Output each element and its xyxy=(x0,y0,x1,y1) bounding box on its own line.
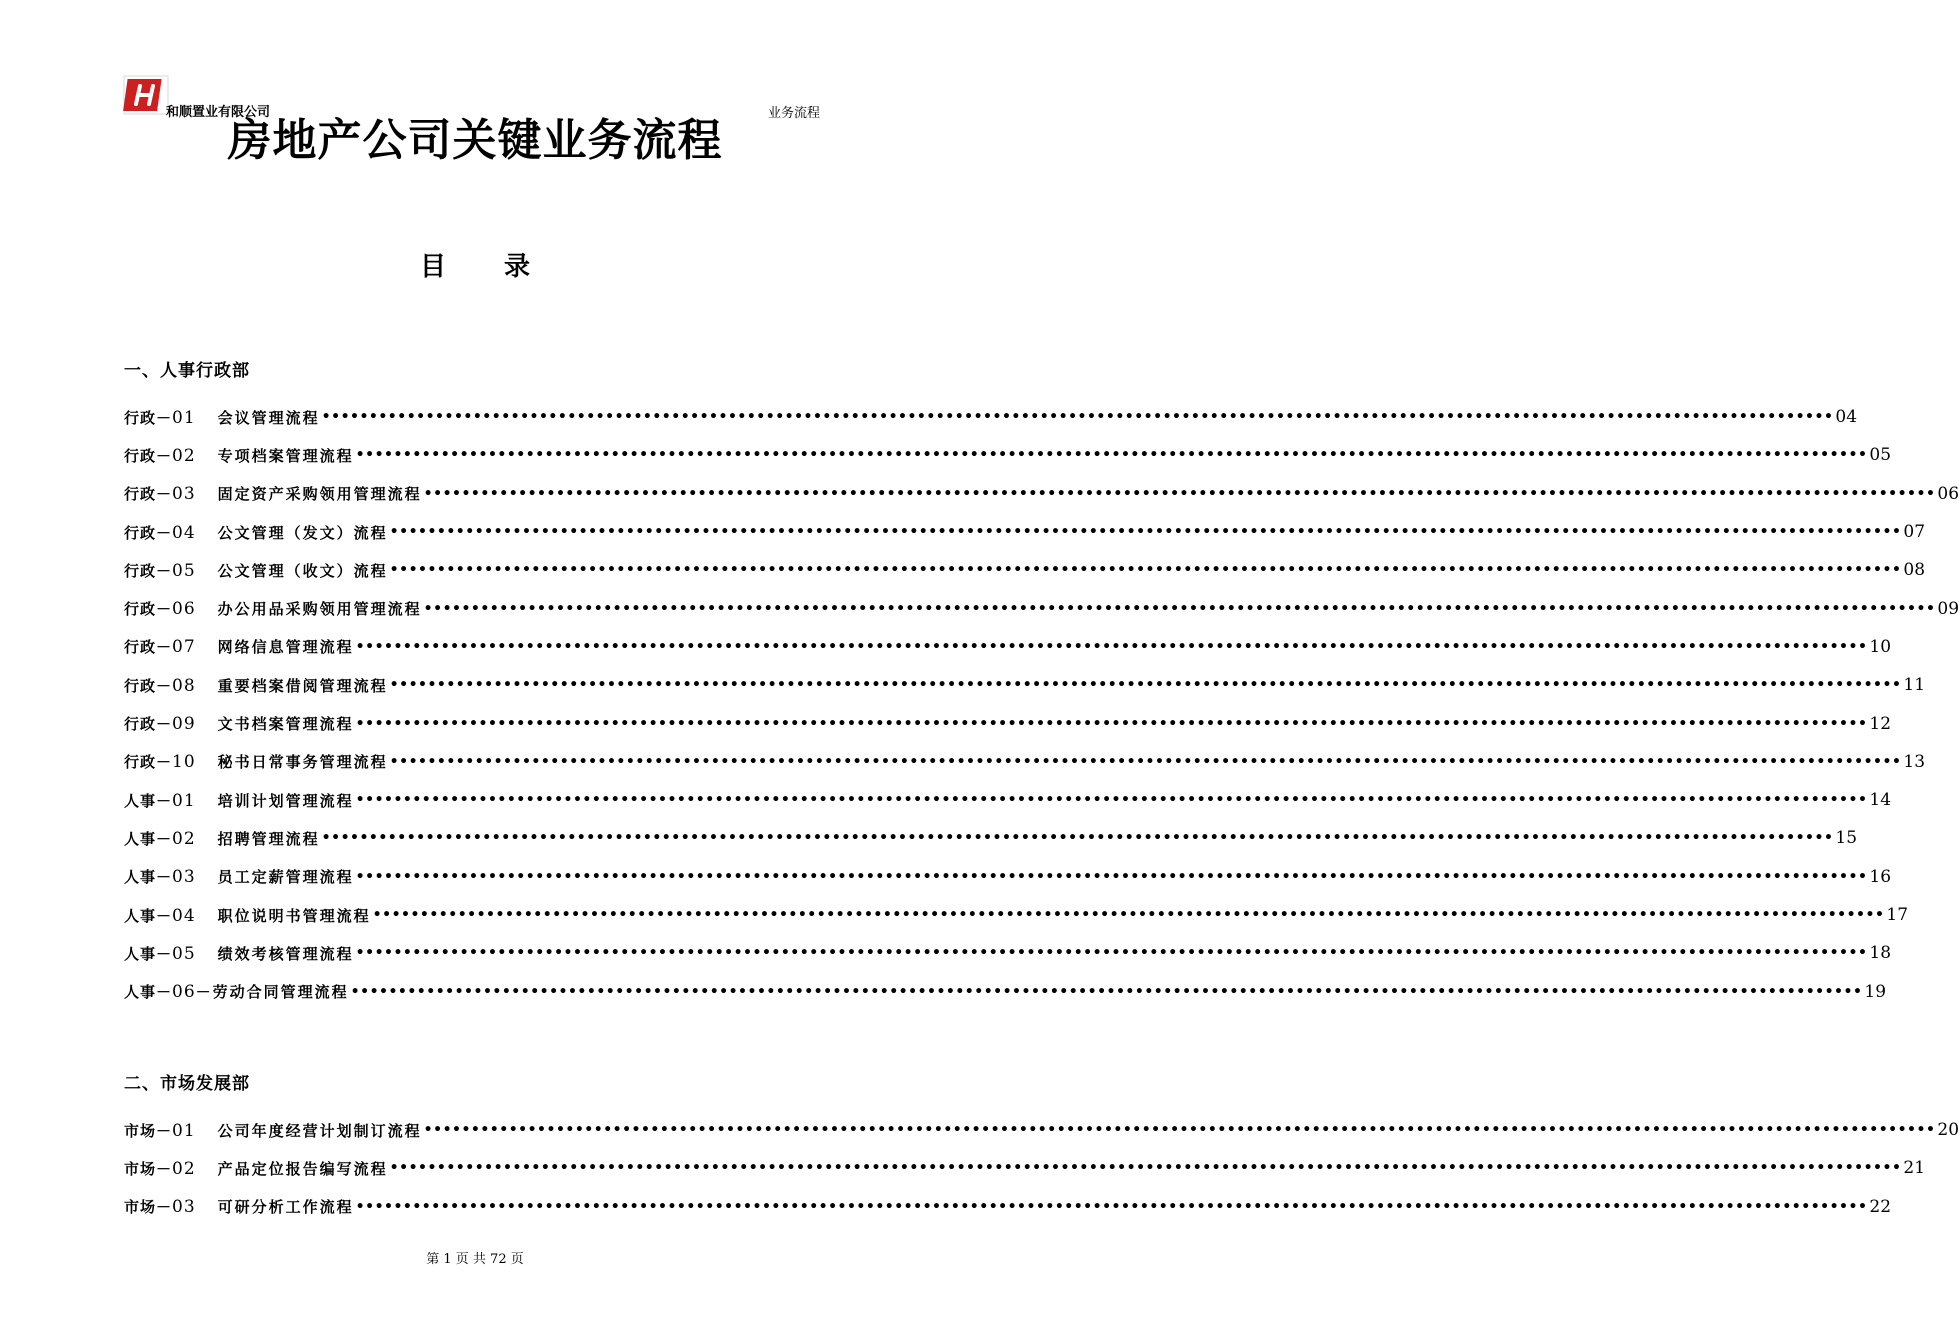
toc-entry-page-number: 17 xyxy=(1886,905,1909,925)
document-title: 房地产公司关键业务流程 xyxy=(227,115,723,166)
toc-entry-code-prefix: 行政－ xyxy=(124,523,173,542)
toc-entry-title: 固定资产采购领用管理流程 xyxy=(217,485,422,504)
toc-entry-code-number: 02 xyxy=(172,445,196,466)
toc-entry-code xyxy=(124,675,196,696)
toc-entry-code-prefix: 行政－ xyxy=(124,600,173,619)
toc-entry-code-prefix: 行政－ xyxy=(124,753,173,772)
toc-entry-title: 公司年度经营计划制订流程 xyxy=(217,1121,422,1140)
toc-entry-title: 可研分析工作流程 xyxy=(217,1198,354,1217)
toc-entry-page-number: 06 xyxy=(1937,483,1959,504)
toc-entry-code-prefix: 行政－ xyxy=(124,485,173,504)
toc-entry-code xyxy=(124,981,196,1002)
toc-entry-leader: •••••••••••••••••••••••••••••••••••••••••••••••••••••••••••••••••••••••••••••••••••••••••••••••••••••••••••••••••••••••••••••••••••••••••••••••••••••••••••••••• xyxy=(355,715,1868,732)
toc-entry-title: 公文管理（收文）流程 xyxy=(217,561,388,580)
toc-entry-code-prefix: 人事－ xyxy=(124,983,173,1002)
toc-entry-code-number: 01 xyxy=(172,790,196,811)
toc-entry-page-number: 22 xyxy=(1869,1196,1892,1217)
toc-entry-code-number: 03 xyxy=(172,1197,196,1218)
company-name: 和顺置业有限公司 xyxy=(166,105,271,120)
toc-entry-page-number: 20 xyxy=(1937,1120,1959,1141)
toc-entry-page-number: 13 xyxy=(1903,751,1926,772)
toc-entry-code xyxy=(124,1158,196,1179)
toc-heading xyxy=(0,246,950,283)
toc-entry-leader: •••••••••••••••••••••••••••••••••••••••••••••••••••••••••••••••••••••••••••••••••••••••••••••••••••••••••••••••••••••••••••••••••••••••••••••••••••••••••••••••• xyxy=(355,1198,1868,1215)
toc-entry-code-prefix: 市场－ xyxy=(124,1198,173,1217)
toc-entry-leader: •••••••••••••••••••••••••••••••••••••••••••••••••••••••••••••••••••••••••••••••••••••••••••••••••••••••••••••••••••••••••••••••••••••••••••••••••••••••••••••••• xyxy=(321,409,1834,426)
toc-entry-code xyxy=(124,943,196,964)
toc-entry-title: 秘书日常事务管理流程 xyxy=(217,753,388,772)
toc-heading-char-1: 目 xyxy=(419,252,446,282)
toc-entry-title: 产品定位报告编写流程 xyxy=(217,1159,388,1178)
toc-entry-code xyxy=(124,560,196,581)
toc-entry-code-prefix: 人事－ xyxy=(124,944,173,963)
toc-list-market xyxy=(124,1111,1959,1226)
toc-entry-page-number: 12 xyxy=(1869,713,1892,734)
toc-entry[interactable] xyxy=(124,551,1926,589)
toc-entry-code-number: 04 xyxy=(172,522,196,543)
section-heading-market: 二、市场发展部 xyxy=(124,1074,250,1094)
toc-entry[interactable] xyxy=(124,1111,1959,1149)
toc-entry-code-prefix: 人事－ xyxy=(124,829,173,848)
toc-entry-code xyxy=(124,790,196,811)
toc-entry-code-number: 02 xyxy=(172,1158,196,1179)
toc-entry-leader: •••••••••••••••••••••••••••••••••••••••••••••••••••••••••••••••••••••••••••••••••••••••••••••••••••••••••••••••••••••••••••••••••••••••••••••••••••••••••••••••• xyxy=(355,945,1868,962)
toc-entry-page-number: 07 xyxy=(1903,522,1926,543)
toc-entry-page-number: 14 xyxy=(1869,790,1892,811)
toc-entry-code-number: 02 xyxy=(172,828,196,849)
toc-entry-code-number: 01 xyxy=(172,1120,196,1141)
toc-entry-code-prefix: 行政－ xyxy=(124,408,173,427)
toc-entry[interactable] xyxy=(124,436,1892,474)
toc-entry-code-number: 09 xyxy=(172,714,196,735)
toc-entry-code-number: 08 xyxy=(172,675,196,696)
toc-entry-leader: •••••••••••••••••••••••••••••••••••••••••••••••••••••••••••••••••••••••••••••••••••••••••••••••••••••••••••••••••••••••••••••••••••••••••••••••••••••••••••••••• xyxy=(389,1160,1902,1177)
toc-entry-code-number: 06 xyxy=(172,599,196,620)
toc-entry-leader: •••••••••••••••••••••••••••••••••••••••••••••••••••••••••••••••••••••••••••••••••••••••••••••••••••••••••••••••••••••••••••••••••••••••••••••••••••••••••••••••• xyxy=(423,1122,1936,1139)
toc-entry-code xyxy=(124,713,196,734)
toc-entry[interactable] xyxy=(124,1188,1892,1226)
toc-list-admin xyxy=(124,398,1959,1011)
toc-entry-code-prefix: 人事－ xyxy=(124,791,173,810)
toc-entry-code-number: 05 xyxy=(172,560,196,581)
toc-entry-code-prefix: 行政－ xyxy=(124,638,173,657)
toc-entry[interactable] xyxy=(124,896,1909,934)
toc-entry-page-number: 19 xyxy=(1864,981,1887,1002)
toc-entry[interactable] xyxy=(124,666,1926,704)
toc-entry-code xyxy=(124,828,196,849)
toc-entry[interactable] xyxy=(124,398,1858,436)
toc-entry-code-prefix: 市场－ xyxy=(124,1121,173,1140)
toc-entry-title: 公文管理（发文）流程 xyxy=(217,523,388,542)
toc-entry-code-number: 06 xyxy=(172,982,196,1003)
toc-entry-title: 重要档案借阅管理流程 xyxy=(217,676,388,695)
toc-entry[interactable] xyxy=(124,589,1959,627)
toc-entry[interactable] xyxy=(124,513,1926,551)
toc-entry-code-number: 04 xyxy=(172,905,196,926)
toc-entry-code xyxy=(124,522,196,543)
toc-entry-page-number: 16 xyxy=(1869,866,1892,887)
toc-entry-title: 招聘管理流程 xyxy=(217,829,320,848)
toc-entry-page-number: 10 xyxy=(1869,636,1892,657)
toc-entry-title: －劳动合同管理流程 xyxy=(195,983,349,1002)
toc-entry-title: 职位说明书管理流程 xyxy=(217,906,371,925)
toc-entry-title: 网络信息管理流程 xyxy=(217,638,354,657)
toc-entry-code-prefix: 行政－ xyxy=(124,676,173,695)
toc-entry-leader: •••••••••••••••••••••••••••••••••••••••••••••••••••••••••••••••••••••••••••••••••••••••••••••••••••••••••••••••••••••••••••••••••••••••••••••••••••••••••••••••• xyxy=(372,907,1885,923)
toc-entry-leader: •••••••••••••••••••••••••••••••••••••••••••••••••••••••••••••••••••••••••••••••••••••••••••••••••••••••••••••••••••••••••••••••••••••••••••••••••••••••••••••••• xyxy=(355,447,1868,464)
toc-entry-code xyxy=(124,598,196,619)
toc-entry[interactable] xyxy=(124,743,1926,781)
toc-entry-code-number: 03 xyxy=(172,867,196,888)
toc-heading-char-2: 录 xyxy=(504,252,531,282)
toc-entry[interactable] xyxy=(124,704,1892,742)
toc-entry-code-number: 07 xyxy=(172,637,196,658)
toc-entry-title: 员工定薪管理流程 xyxy=(217,868,354,887)
toc-entry-code xyxy=(124,445,196,466)
toc-entry-page-number: 21 xyxy=(1903,1158,1926,1179)
header-label: 业务流程 xyxy=(767,106,820,121)
page-footer: 第 1 页 共 72 页 xyxy=(426,1252,524,1267)
toc-entry-code xyxy=(124,866,196,887)
toc-entry-code xyxy=(124,407,196,428)
toc-entry-code-prefix: 市场－ xyxy=(124,1159,173,1178)
toc-entry-code-prefix: 人事－ xyxy=(124,906,173,925)
toc-entry-page-number: 05 xyxy=(1869,445,1892,466)
toc-entry[interactable] xyxy=(124,972,1887,1010)
toc-entry-code xyxy=(124,905,196,926)
toc-entry-title: 文书档案管理流程 xyxy=(217,715,354,734)
toc-entry-page-number: 15 xyxy=(1835,828,1858,849)
section-heading-admin: 一、人事行政部 xyxy=(124,361,250,381)
toc-entry-leader: •••••••••••••••••••••••••••••••••••••••••••••••••••••••••••••••••••••••••••••••••••••••••••••••••••••••••••••••••••••••••••••••••••••••••••••••••••••••••••••••• xyxy=(355,868,1868,885)
toc-entry-code-number: 05 xyxy=(172,943,196,964)
toc-entry-code xyxy=(124,483,196,504)
toc-entry[interactable] xyxy=(124,819,1858,857)
toc-entry-code xyxy=(124,1196,196,1217)
toc-entry[interactable] xyxy=(124,1149,1926,1187)
toc-entry-code xyxy=(124,751,196,772)
toc-entry-code-number: 01 xyxy=(172,407,196,428)
toc-entry-code xyxy=(124,636,196,657)
toc-entry-leader: •••••••••••••••••••••••••••••••••••••••••••••••••••••••••••••••••••••••••••••••••••••••••••••••••••••••••••••••••••••••••••••••••••••••••••••••••••••••••••••••• xyxy=(350,983,1863,1000)
toc-entry[interactable] xyxy=(124,934,1892,972)
toc-entry[interactable] xyxy=(124,628,1892,666)
toc-entry-page-number: 08 xyxy=(1903,560,1926,581)
toc-entry-code xyxy=(124,1120,196,1141)
toc-entry-leader: •••••••••••••••••••••••••••••••••••••••••••••••••••••••••••••••••••••••••••••••••••••••••••••••••••••••••••••••••••••••••••••••••••••••••••••••••••••••••••••••• xyxy=(389,677,1902,694)
toc-entry-page-number: 11 xyxy=(1903,675,1926,696)
toc-entry-title: 绩效考核管理流程 xyxy=(217,944,354,963)
toc-entry-leader: •••••••••••••••••••••••••••••••••••••••••••••••••••••••••••••••••••••••••••••••••••••••••••••••••••••••••••••••••••••••••••••••••••••••••••••••••••••••••••••••• xyxy=(389,524,1902,541)
toc-entry-code-number: 10 xyxy=(172,752,196,773)
toc-entry-leader: •••••••••••••••••••••••••••••••••••••••••••••••••••••••••••••••••••••••••••••••••••••••••••••••••••••••••••••••••••••••••••••••••••••••••••••••••••••••••••••••• xyxy=(355,638,1868,655)
toc-entry-title: 办公用品采购领用管理流程 xyxy=(217,600,422,619)
toc-entry-leader: •••••••••••••••••••••••••••••••••••••••••••••••••••••••••••••••••••••••••••••••••••••••••••••••••••••••••••••••••••••••••••••••••••••••••••••••••••••••••••••••• xyxy=(423,485,1936,502)
toc-entry-code-prefix: 行政－ xyxy=(124,561,173,580)
toc-entry-code-number: 03 xyxy=(172,484,196,505)
toc-entry-title: 培训计划管理流程 xyxy=(217,791,354,810)
toc-entry[interactable] xyxy=(124,858,1892,896)
toc-entry[interactable] xyxy=(124,475,1959,513)
toc-entry-page-number: 18 xyxy=(1869,943,1892,964)
toc-entry-title: 专项档案管理流程 xyxy=(217,446,354,465)
toc-entry-page-number: 04 xyxy=(1835,407,1858,428)
toc-entry-leader: •••••••••••••••••••••••••••••••••••••••••••••••••••••••••••••••••••••••••••••••••••••••••••••••••••••••••••••••••••••••••••••••••••••••••••••••••••••••••••••••• xyxy=(355,792,1868,809)
toc-entry-leader: •••••••••••••••••••••••••••••••••••••••••••••••••••••••••••••••••••••••••••••••••••••••••••••••••••••••••••••••••••••••••••••••••••••••••••••••••••••••••••••••• xyxy=(389,562,1902,579)
toc-entry-title: 会议管理流程 xyxy=(217,408,320,427)
toc-entry-page-number: 09 xyxy=(1937,598,1959,619)
toc-entry[interactable] xyxy=(124,781,1892,819)
toc-entry-code-prefix: 人事－ xyxy=(124,868,173,887)
toc-entry-leader: •••••••••••••••••••••••••••••••••••••••••••••••••••••••••••••••••••••••••••••••••••••••••••••••••••••••••••••••••••••••••••••••••••••••••••••••••••••••••••••••• xyxy=(321,830,1834,847)
toc-entry-code-prefix: 行政－ xyxy=(124,715,173,734)
toc-entry-leader: •••••••••••••••••••••••••••••••••••••••••••••••••••••••••••••••••••••••••••••••••••••••••••••••••••••••••••••••••••••••••••••••••••••••••••••••••••••••••••••••• xyxy=(423,600,1936,617)
toc-entry-leader: •••••••••••••••••••••••••••••••••••••••••••••••••••••••••••••••••••••••••••••••••••••••••••••••••••••••••••••••••••••••••••••••••••••••••••••••••••••••••••••••• xyxy=(389,753,1902,770)
toc-entry-code-prefix: 行政－ xyxy=(124,446,173,465)
